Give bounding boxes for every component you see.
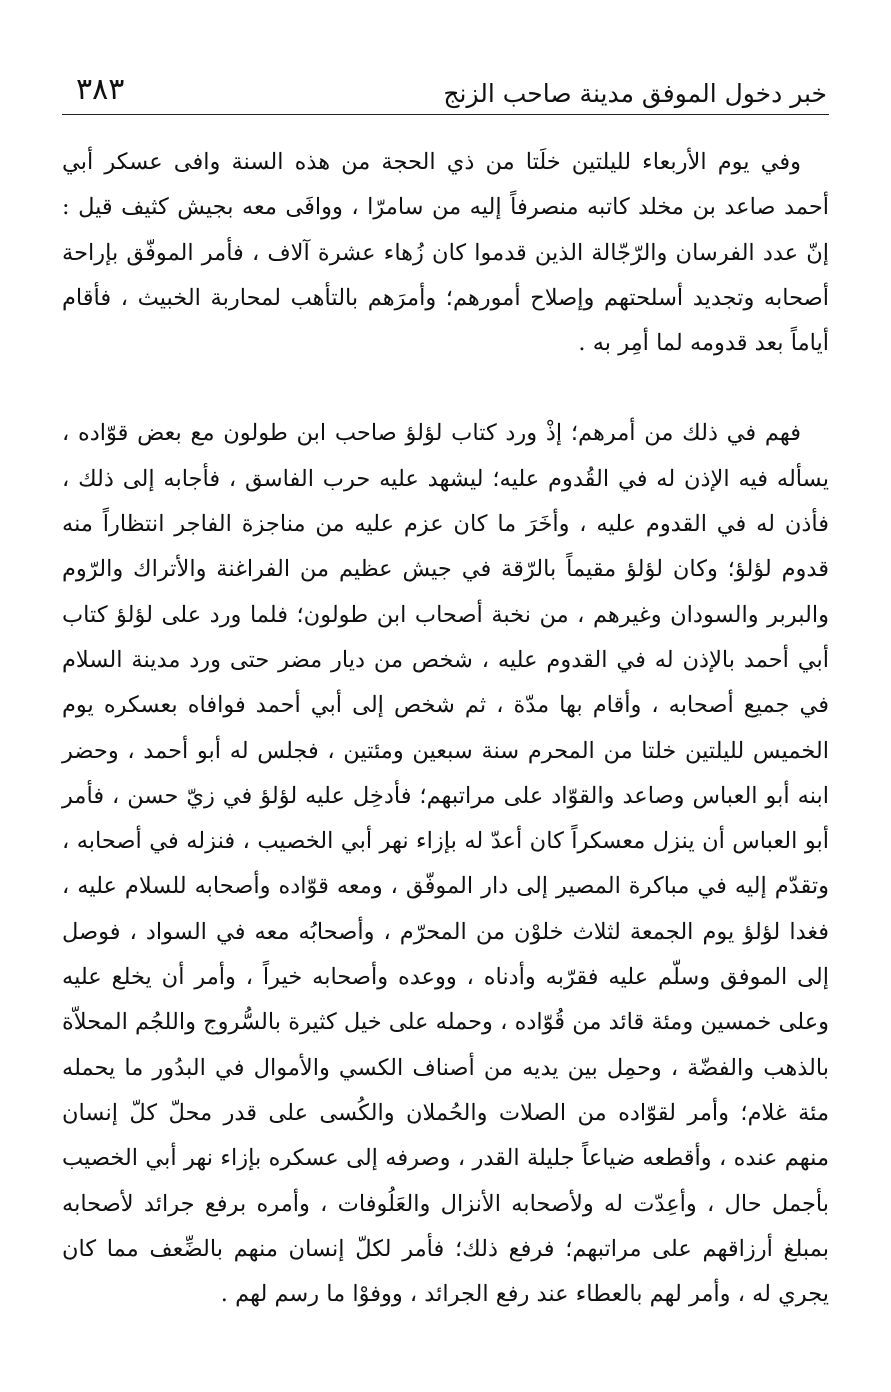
running-title: خبر دخول الموفق مدينة صاحب الزنج — [443, 79, 827, 108]
page-number: ٣٨٣ — [76, 72, 125, 107]
paragraph-1: وفي يوم الأربعاء لليلتين خلَتا من ذي الحجة من هذه السنة وافى عسكر أبي أحمد صاعد بن مخلد كاتبه منصرفاً إليه من سامرّا ، ووافَى معه بجيش كثيف قيل : إنّ عدد الفرسان والرّجّالة الذين قدموا كان زُهاء عشرة آلاف ، فأمر الموفّق بإراحة أصحابه وتجديد أسلحتهم وإصلاح أمورهم؛ وأمرَهم بالتأهب لمحاربة الخبيث ، فأقام أياماً بعد قدومه لما أمِر به . — [62, 149, 829, 357]
paragraph-2: فهم في ذلك من أمرهم؛ إذْ ورد كتاب لؤلؤ صاحب ابن طولون مع بعض قوّاده ، يسأله فيه الإذن له في القُدوم عليه؛ ليشهد عليه حرب الفاسق ، فأجابه إلى ذلك ، فأذن له في القدوم عليه ، وأخَرَ ما كان عزم عليه من مناجزة الفاجر انتظاراً منه قدوم لؤلؤ؛ وكان لؤلؤ مقيماً بالرّقة في جيش عظيم من الفراغنة والأتراك والرّوم والبربر والسودان وغيرهم ، من نخبة أصحاب ابن طولون؛ فلما ورد على لؤلؤ كتاب أبي أحمد بالإذن له في القدوم عليه ، شخص من ديار مضر حتى ورد مدينة السلام في جميع أصحابه ، وأقام بها مدّة ، ثم شخص إلى أبي أحمد فوافاه بعسكره يوم الخميس لليلتين خلتا من المحرم سنة سبعين ومئتين ، فجلس له أبو أحمد ، وحضر ابنه أبو العباس وصاعد والقوّاد على مراتبهم؛ فأدخِل عليه لؤلؤ في زيّ حسن ، فأمر أبو العباس أن ينزل معسكراً كان أعدّ له بإزاء نهر أبي الخصيب ، فنزله في أصحابه ، وتقدّم إليه في مباكرة المصير إلى دار الموفّق ، ومعه قوّاده وأصحابه للسلام عليه ، فغدا لؤلؤ يوم الجمعة لثلاث خلوْن من المحرّم ، وأصحابُه معه في السواد ، فوصل إلى الموفق وسلّم عليه فقرّبه وأدناه ، ووعده وأصحابه خيراً ، وأمر أن يخلع عليه وعلى خمسين ومئة قائد من قُوّاده ، وحمله على خيل كثيرة بالسُّروج واللجُم المحلاّة بالذهب والفضّة ، وحمِل بين يديه من أصناف الكسي والأموال في البدُور ما يحمله مئة غلام؛ وأمر لقوّاده من الصلات والحُملان والكُسى على قدر محلّ كلّ إنسان منهم عنده ، وأقطعه ضياعاً جليلة القدر ، وصرفه إلى عسكره بإزاء نهر أبي الخصيب بأجمل حال ، وأعِدّت له ولأصحابه الأنزال والعَلُوفات ، وأمره برفع جرائد لأصحابه بمبلغ أرزاقهم على مراتبهم؛ فرفع ذلك؛ فأمر لكلّ إنسان منهم بالضِّعف مما كان يجري له ، وأمر لهم بالعطاء عند رفع الجرائد ، ووفوْا ما رسم لهم . — [62, 420, 829, 1308]
page-header — [62, 58, 829, 115]
body-text — [62, 140, 829, 1317]
